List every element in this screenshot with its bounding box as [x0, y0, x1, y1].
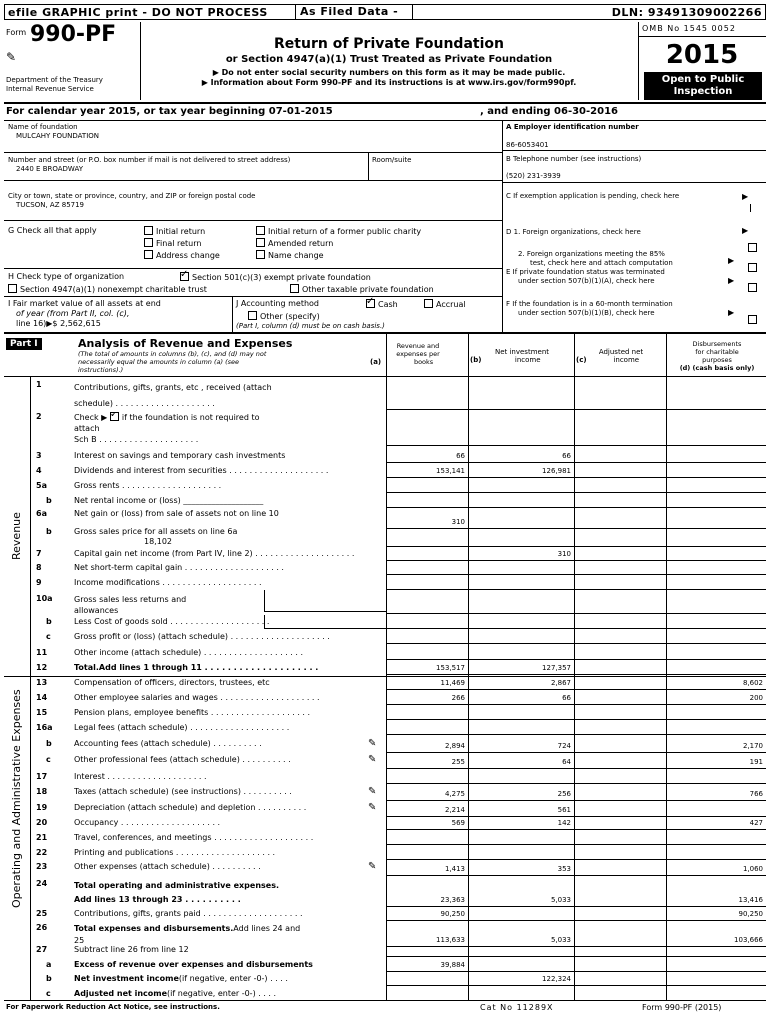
table-row — [0, 753, 770, 769]
footer-form: Form 990-PF (2015) — [642, 1003, 722, 1012]
col-a-value: 11,469 — [440, 679, 465, 687]
col-b-value: 561 — [557, 806, 571, 814]
line-number: c — [46, 632, 51, 641]
col-b-value: 5,033 — [550, 896, 571, 904]
line-number: 19 — [36, 803, 48, 812]
line-number: a — [46, 960, 52, 969]
table-row — [0, 943, 770, 957]
table-row — [0, 630, 770, 644]
col-b-header: Net investment (b) income — [470, 348, 550, 364]
fmv-value: 2,562,615 — [60, 319, 101, 328]
line-number: 20 — [36, 818, 48, 827]
line-label: Depreciation (attach schedule) and depletion . . . . . . . . . . — [74, 803, 307, 812]
line-label: Subtract line 26 from line 12 — [74, 945, 189, 954]
table-row — [0, 547, 770, 561]
col-a-value: 90,250 — [440, 910, 465, 918]
table-row — [0, 592, 770, 614]
table-row — [0, 801, 770, 817]
table-row — [0, 410, 770, 446]
line-label: Adjusted net income(if negative, enter -0-) . . . . — [74, 989, 277, 998]
calendar-ending: , and ending 06-30-2016 — [480, 106, 618, 117]
line-number: 4 — [36, 466, 42, 475]
col-b-value: 122,324 — [542, 975, 571, 983]
table-row — [0, 464, 770, 478]
col-b-value: 353 — [557, 865, 571, 873]
h-4947[interactable]: Section 4947(a)(1) nonexempt charitable trust — [8, 284, 207, 294]
col-d-header: Disbursements for charitable purposes (d) (cash basis only) — [679, 340, 755, 372]
table-row — [0, 525, 770, 547]
d1-label: D 1. Foreign organizations, check here — [506, 228, 641, 236]
part1-tag: Part I — [6, 338, 42, 350]
banner-mid: As Filed Data - — [295, 5, 413, 19]
info-note: ▶ Information about Form 990-PF and its instructions is at www.irs.gov/form990pf. — [201, 78, 577, 87]
inset-box — [264, 590, 386, 612]
line-label: Contributions, gifts, grants, etc , received (attach schedule) . . . . . . . . . . . . . . . . . . . . — [74, 383, 272, 408]
line-label: Other expenses (attach schedule) . . . . . . . . . . — [74, 862, 261, 871]
attachment-icon: ✎ — [6, 50, 17, 64]
attachment-icon[interactable]: ✎ — [368, 802, 377, 813]
line-number: 25 — [36, 909, 48, 918]
line-number: 10a — [36, 594, 53, 603]
g-label: G Check all that apply — [8, 226, 97, 235]
table-row — [0, 494, 770, 508]
table-row — [0, 770, 770, 784]
line-label: Contributions, gifts, grants paid . . . . . . . . . . . . . . . . . . . . — [74, 909, 303, 918]
col-a-header: Revenue and expenses per (a) books — [370, 342, 440, 366]
table-row — [0, 958, 770, 972]
d2-checkbox[interactable] — [748, 256, 760, 275]
line-number: 9 — [36, 578, 42, 587]
col-a-value: 1,413 — [444, 865, 465, 873]
city-label: City or town, state or province, country, and ZIP or foreign postal code — [8, 192, 256, 200]
col-d-value: 200 — [749, 694, 763, 702]
table-row — [0, 646, 770, 660]
line-number: 6a — [36, 509, 47, 518]
phone-value: (520) 231-3939 — [506, 172, 561, 180]
table-row — [0, 691, 770, 705]
table-row — [0, 615, 770, 629]
line-label: Other income (attach schedule) . . . . . . . . . . . . . . . . . . . . — [74, 648, 304, 657]
line-label: Check ▶ ✓ if the foundation is not required to attach Sch B . . . . . . . . . . . . . . . . . . . . — [74, 412, 358, 445]
line-number: 24 — [36, 879, 48, 888]
col-a-value: 66 — [456, 452, 465, 460]
line-label: Income modifications . . . . . . . . . . . . . . . . . . . . — [74, 578, 262, 587]
line-label: Accounting fees (attach schedule) . . . . . . . . . . — [74, 739, 262, 748]
c-exemption-label: C If exemption application is pending, check here — [506, 192, 680, 200]
attachment-icon[interactable]: ✎ — [368, 754, 377, 765]
omb-number: OMB No 1545 0052 — [642, 24, 736, 33]
line-number: 11 — [36, 648, 48, 657]
g-name-change[interactable]: Name change — [256, 250, 324, 260]
inset-box — [264, 615, 386, 629]
e-checkbox[interactable] — [748, 276, 760, 295]
j-label: J Accounting method — [236, 299, 320, 308]
ein-label: A Employer identification number — [506, 123, 639, 131]
line-number: 21 — [36, 833, 48, 842]
line-number: 12 — [36, 663, 48, 672]
banner-left: efile GRAPHIC print - DO NOT PROCESS — [8, 6, 268, 19]
col-c-header: Adjusted net (c) income — [576, 348, 644, 364]
line-label: Interest on savings and temporary cash investments — [74, 451, 286, 460]
ein-value: 86-6053401 — [506, 141, 549, 149]
col-b-value: 256 — [557, 790, 571, 798]
col-b-value: 142 — [557, 819, 571, 827]
line-number: b — [46, 739, 52, 748]
line-label: Total operating and administrative expenses. Add lines 13 through 23 . . . . . . . . . . — [74, 881, 279, 904]
line-number: b — [46, 974, 52, 983]
line-number: 2 — [36, 412, 42, 421]
part1-title: Analysis of Revenue and Expenses — [78, 337, 293, 350]
col-a-value: 255 — [451, 758, 465, 766]
col-b-value: 724 — [557, 742, 571, 750]
table-row — [0, 378, 770, 410]
line-number: c — [46, 989, 51, 998]
col-b-value: 127,357 — [542, 664, 571, 672]
f-checkbox[interactable] — [748, 308, 760, 327]
line-label: Gross sales less returns and allowances — [74, 595, 187, 615]
e-label-2: under section 507(b)(1)(A), check here — [518, 277, 655, 285]
line-number: 8 — [36, 563, 42, 572]
phone-label: B Telephone number (see instructions) — [506, 155, 642, 163]
col-b-value: 66 — [562, 452, 571, 460]
table-row — [0, 816, 770, 830]
attachment-icon[interactable]: ✎ — [368, 861, 377, 872]
line-label: Occupancy . . . . . . . . . . . . . . . . . . . . — [74, 818, 221, 827]
line-number: b — [46, 617, 52, 626]
col-a-value: 39,884 — [440, 961, 465, 969]
line-number: 15 — [36, 708, 48, 717]
line-number: b — [46, 527, 52, 536]
g-initial-return[interactable]: Initial return — [144, 226, 205, 236]
col-d-value: 90,250 — [738, 910, 763, 918]
line-label: Gross rents . . . . . . . . . . . . . . . . . . . . — [74, 481, 222, 490]
line-label: Net rental income or (loss) ____________________ — [74, 496, 264, 505]
line-number: 1 — [36, 380, 42, 389]
g-amended-return[interactable]: Amended return — [256, 238, 333, 248]
form-prefix: Form — [6, 28, 27, 37]
line-label: Total expenses and disbursements.Add lines 24 and 25 — [74, 924, 301, 945]
col-b-value: 126,981 — [542, 467, 571, 475]
line-label: Gross sales price for all assets on line 6a 18,102 — [74, 527, 238, 546]
line-label: Net gain or (loss) from sale of assets not on line 10 — [74, 509, 279, 518]
j-other[interactable]: Other (specify) — [248, 311, 320, 321]
d2-label-b: test, check here and attach computation — [530, 259, 673, 267]
line-number: 13 — [36, 678, 48, 687]
line-label: Compensation of officers, directors, trustees, etc — [74, 678, 270, 687]
line-number: 23 — [36, 862, 48, 871]
table-row — [0, 785, 770, 801]
line-number: 26 — [36, 923, 48, 932]
table-row — [0, 479, 770, 493]
line-label: Total.Add lines 1 through 11 . . . . . . . . . . . . . . . . . . . . — [74, 663, 319, 672]
open-inspection-badge: Open to Public Inspection — [644, 72, 762, 100]
col-d-value: 427 — [749, 819, 763, 827]
tax-year: 2015 — [665, 40, 739, 70]
col-a-value: 113,633 — [436, 936, 465, 944]
f-label-2: under section 507(b)(1)(B), check here — [518, 309, 655, 317]
table-row — [0, 877, 770, 907]
line-label: Taxes (attach schedule) (see instructions) . . . . . . . . . . — [74, 787, 292, 796]
line-number: 3 — [36, 451, 42, 460]
col-b-value: 310 — [557, 550, 571, 558]
line-label: Travel, conferences, and meetings . . . . . . . . . . . . . . . . . . . . — [74, 833, 314, 842]
banner-dln: DLN: 93491309002266 — [611, 6, 762, 19]
line-number: 27 — [36, 945, 48, 954]
col-b-value: 5,033 — [550, 936, 571, 944]
table-row — [0, 661, 770, 675]
g-initial-former[interactable]: Initial return of a former public charity — [256, 226, 421, 236]
line-number: 22 — [36, 848, 48, 857]
col-d-value: 8,602 — [742, 679, 763, 687]
i-label-1: I Fair market value of all assets at end — [8, 299, 161, 308]
foundation-name: MULCAHY FOUNDATION — [16, 132, 99, 140]
col-a-value: 23,363 — [440, 896, 465, 904]
room-label: Room/suite — [372, 156, 412, 164]
line-label: Net short-term capital gain . . . . . . . . . . . . . . . . . . . . — [74, 563, 284, 572]
line-number: 16a — [36, 723, 53, 732]
table-row — [0, 831, 770, 845]
table-row — [0, 972, 770, 986]
part1-desc: (The total of amounts in columns (b), (c), and (d) may not necessarily equal the amounts in column (a) (see instructions).) — [78, 350, 267, 374]
address-label: Number and street (or P.O. box number if mail is not delivered to street address) — [8, 156, 291, 164]
col-a-value: 569 — [451, 819, 465, 827]
line-label: Other professional fees (attach schedule) . . . . . . . . . . — [74, 755, 291, 764]
line-label: Gross profit or (loss) (attach schedule) . . . . . . . . . . . . . . . . . . . . — [74, 632, 330, 641]
line-label: Pension plans, employee benefits . . . . . . . . . . . . . . . . . . . . — [74, 708, 311, 717]
table-row — [0, 846, 770, 860]
efile-banner — [4, 4, 766, 20]
col-d-value: 103,666 — [734, 936, 763, 944]
footer-paperwork: For Paperwork Reduction Act Notice, see instructions. — [6, 1003, 220, 1011]
col-a-value: 2,894 — [444, 742, 465, 750]
table-row — [0, 721, 770, 735]
j-accrual[interactable]: Accrual — [424, 299, 466, 309]
col-a-value: 4,275 — [444, 790, 465, 798]
city-value: TUCSON, AZ 85719 — [16, 201, 85, 209]
table-row — [0, 676, 770, 690]
line-label: Legal fees (attach schedule) . . . . . . . . . . . . . . . . . . . . — [74, 723, 290, 732]
h-other-taxable[interactable]: Other taxable private foundation — [290, 284, 434, 294]
h-label: H Check type of organization — [8, 272, 125, 281]
col-b-value: 66 — [562, 694, 571, 702]
line-number: c — [46, 755, 51, 764]
line-label: Printing and publications . . . . . . . . . . . . . . . . . . . . — [74, 848, 276, 857]
col-d-value: 2,170 — [742, 742, 763, 750]
d2-label-a: 2. Foreign organizations meeting the 85% — [518, 250, 665, 258]
table-row — [0, 860, 770, 876]
col-a-value: 153,517 — [436, 664, 465, 672]
table-row — [0, 706, 770, 720]
line-number: 17 — [36, 772, 48, 781]
j-cash[interactable]: ✓ Cash — [366, 299, 398, 309]
table-row — [0, 737, 770, 753]
calendar-year-line: For calendar year 2015, or tax year beginning 07-01-2015 — [6, 106, 333, 117]
col-a-value: 310 — [451, 518, 465, 526]
j-note: (Part I, column (d) must be on cash basis.) — [236, 322, 385, 330]
line-label: Net investment income(if negative, enter -0-) . . . . — [74, 974, 288, 983]
expenses-side-label: Operating and Administrative Expenses — [10, 689, 23, 908]
form-title: Return of Private Foundation — [274, 36, 504, 52]
footer-cat: Cat No 11289X — [480, 1003, 554, 1012]
line-number: b — [46, 496, 52, 505]
col-d-value: 191 — [749, 758, 763, 766]
i-label-3: line 16)▶$ 2,562,615 — [16, 319, 101, 328]
line-label: Less Cost of goods sold . . . . . . . . . . . . . . . . . . . . — [74, 617, 270, 626]
line-number: 7 — [36, 549, 42, 558]
line-number: 18 — [36, 787, 48, 796]
g-address-change[interactable]: Address change — [144, 250, 220, 260]
form-number: 990-PF — [30, 22, 117, 47]
table-row — [0, 907, 770, 921]
form-subtitle: or Section 4947(a)(1) Trust Treated as Private Foundation — [225, 54, 553, 65]
attachment-icon[interactable]: ✎ — [368, 738, 377, 749]
line-number: 14 — [36, 693, 48, 702]
name-label: Name of foundation — [8, 123, 78, 131]
table-row — [0, 561, 770, 575]
dept-treasury: Department of the Treasury — [6, 76, 103, 84]
f-label-1: F If the foundation is in a 60-month termination — [506, 300, 673, 308]
col-d-value: 13,416 — [738, 896, 763, 904]
line-label: Dividends and interest from securities . . . . . . . . . . . . . . . . . . . . — [74, 466, 329, 475]
line-number: 5a — [36, 481, 47, 490]
col-a-value: 153,141 — [436, 467, 465, 475]
table-row — [0, 449, 770, 463]
line-label: Other employee salaries and wages . . . . . . . . . . . . . . . . . . . . — [74, 693, 320, 702]
table-row — [0, 576, 770, 590]
dept-irs: Internal Revenue Service — [6, 85, 94, 93]
ssn-note: ▶ Do not enter social security numbers on this form as it may be made public. — [212, 68, 566, 77]
line-label: Excess of revenue over expenses and disbursements — [74, 960, 313, 969]
col-d-value: 766 — [749, 790, 763, 798]
street-address: 2440 E BROADWAY — [16, 165, 83, 173]
i-label-2: of year (from Part II, col. (c), — [16, 309, 130, 318]
line-label: Capital gain net income (from Part IV, line 2) . . . . . . . . . . . . . . . . . . . . — [74, 549, 355, 558]
col-b-value: 64 — [562, 758, 571, 766]
col-d-value: 1,060 — [742, 865, 763, 873]
attachment-icon[interactable]: ✎ — [368, 786, 377, 797]
col-a-value: 2,214 — [444, 806, 465, 814]
revenue-side-label: Revenue — [10, 512, 23, 560]
g-final-return[interactable]: Final return — [144, 238, 201, 248]
col-b-value: 2,867 — [550, 679, 571, 687]
table-row — [0, 987, 770, 1001]
e-label-1: E If private foundation status was terminated — [506, 268, 665, 276]
line-label: Interest . . . . . . . . . . . . . . . . . . . . — [74, 772, 207, 781]
h-501c3[interactable]: ✓ Section 501(c)(3) exempt private foundation — [180, 272, 371, 282]
d1-checkbox[interactable] — [748, 236, 760, 255]
col-a-value: 266 — [451, 694, 465, 702]
